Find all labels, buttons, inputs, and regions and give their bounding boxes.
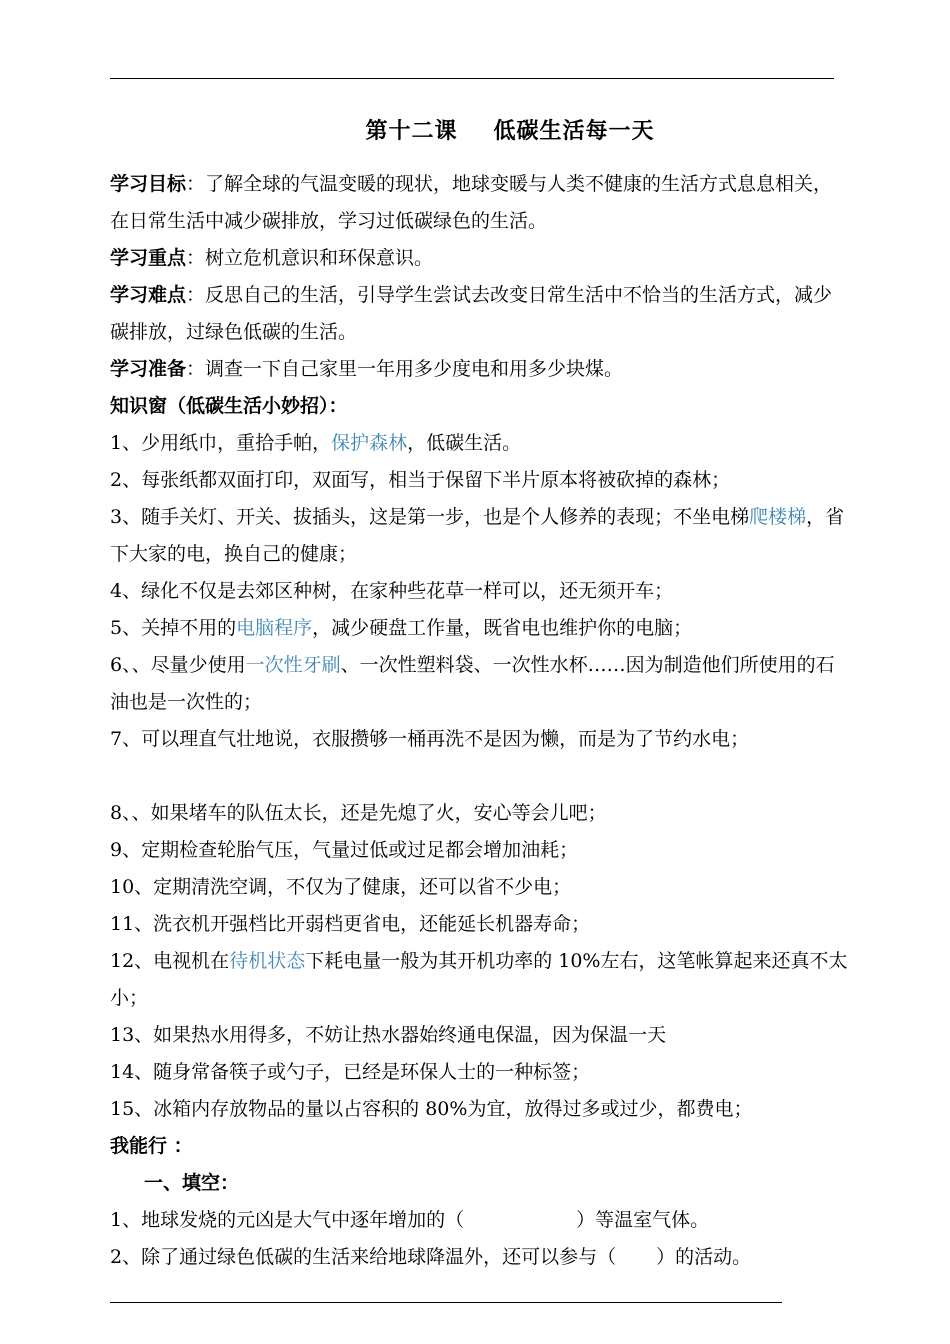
tip-text: 5、关掉不用的 [110, 617, 237, 639]
tip-link-standby-mode[interactable]: 待机状态 [229, 950, 306, 972]
header-rule [110, 78, 834, 79]
tip-item-14: 14、随身常备筷子或勺子，已经是环保人士的一种标签； [110, 1061, 591, 1083]
lesson-title [0, 114, 950, 145]
knowledge-heading: 知识窗（低碳生活小妙招）： [110, 395, 348, 417]
tip-text: 3、随手关灯、开关、拔插头，这是第一步，也是个人修养的表现；不坐电梯 [110, 506, 750, 528]
tip-item-2: 2、每张纸都双面打印，双面写，相当于保留下半片原本将被砍掉的森林； [110, 469, 731, 491]
question-text: 1、地球发烧的元凶是大气中逐年增加的（ [110, 1209, 465, 1231]
tip-item-10: 10、定期清洗空调，不仅为了健康，还可以省不少电； [110, 876, 572, 898]
tip-text: ，减少硬盘工作量，既省电也维护你的电脑； [312, 617, 693, 639]
learning-goal [110, 166, 848, 240]
tip-item-8: 8、、如果堵车的队伍太长，还是先熄了火，安心等会儿吧； [110, 802, 607, 824]
tip-link-disposable-toothbrush[interactable]: 一次性牙刷 [245, 654, 341, 676]
learning-focus [110, 240, 848, 277]
tip-text: 6、、尽量少使用 [110, 654, 246, 676]
exercise-section-fill-blank: 一、填空： [144, 1172, 240, 1194]
tip-item-11: 11、洗衣机开强档比开弱档更省电，还能延长机器寿命； [110, 913, 591, 935]
tip-item-12 [110, 943, 848, 1017]
tip-text: 、一次性塑料袋、一次性水杯……因为制造他们所使用的石油也是一次性的； [110, 654, 835, 713]
goal-label: 学习目标 [110, 173, 187, 195]
tip-text: ，省下大家的电，换自己的健康； [110, 506, 845, 565]
tip-item-5 [110, 610, 848, 647]
blank-line [110, 758, 848, 795]
document-body [110, 166, 848, 1276]
tip-link-protect-forest[interactable]: 保护森林 [331, 432, 408, 454]
tip-item-1 [110, 425, 848, 462]
learning-difficulty [110, 277, 848, 351]
tip-text: 下耗电量一般为其开机功率的 10%左右，这笔帐算起来还真不太小； [110, 950, 848, 1009]
question-1 [110, 1202, 848, 1239]
tip-item-7: 7、可以理直气壮地说，衣服攒够一桶再洗不是因为懒，而是为了节约水电； [110, 728, 750, 750]
difficulty-label: 学习难点 [110, 284, 187, 306]
focus-text: ：树立危机意识和环保意识。 [186, 247, 434, 269]
tip-text: 1、少用纸巾，重拾手帕， [110, 432, 332, 454]
tip-item-3 [110, 499, 848, 573]
tip-item-4: 4、绿化不仅是去郊区种树，在家种些花草一样可以，还无须开车； [110, 580, 674, 602]
footer-rule [110, 1302, 782, 1303]
tip-text: ，低碳生活。 [407, 432, 522, 454]
learning-preparation [110, 351, 848, 388]
question-2 [110, 1239, 848, 1276]
tip-item-15: 15、冰箱内存放物品的量以占容积的 80%为宜，放得过多或过少，都费电； [110, 1098, 753, 1120]
goal-text: ：了解全球的气温变暖的现状，地球变暖与人类不健康的生活方式息息相关，在日常生活中减少碳排放，学习过低碳绿色的生活。 [110, 173, 833, 232]
exercise-heading: 我能行 ： [110, 1135, 193, 1157]
difficulty-text: ：反思自己的生活，引导学生尝试去改变日常生活中不恰当的生活方式，减少碳排放，过绿色低碳的生活。 [110, 284, 833, 343]
tip-text: 12、电视机在 [110, 950, 230, 972]
tip-link-computer-programs[interactable]: 电脑程序 [236, 617, 313, 639]
question-text: ）的活动。 [656, 1246, 752, 1268]
focus-label: 学习重点 [110, 247, 187, 269]
lesson-number: 第十二课 [365, 118, 458, 144]
question-text: 2、除了通过绿色低碳的生活来给地球降温外，还可以参与（ [110, 1246, 617, 1268]
prep-text: ：调查一下自己家里一年用多少度电和用多少块煤。 [186, 358, 624, 380]
prep-label: 学习准备 [110, 358, 187, 380]
lesson-name: 低碳生活每一天 [493, 118, 655, 144]
tip-item-6 [110, 647, 848, 721]
tip-item-13: 13、如果热水用得多，不妨让热水器始终通电保温，因为保温一天 [110, 1024, 667, 1046]
tip-link-climb-stairs[interactable]: 爬楼梯 [749, 506, 807, 528]
tip-item-9: 9、定期检查轮胎气压，气量过低或过足都会增加油耗； [110, 839, 579, 861]
question-text: ）等温室气体。 [576, 1209, 710, 1231]
